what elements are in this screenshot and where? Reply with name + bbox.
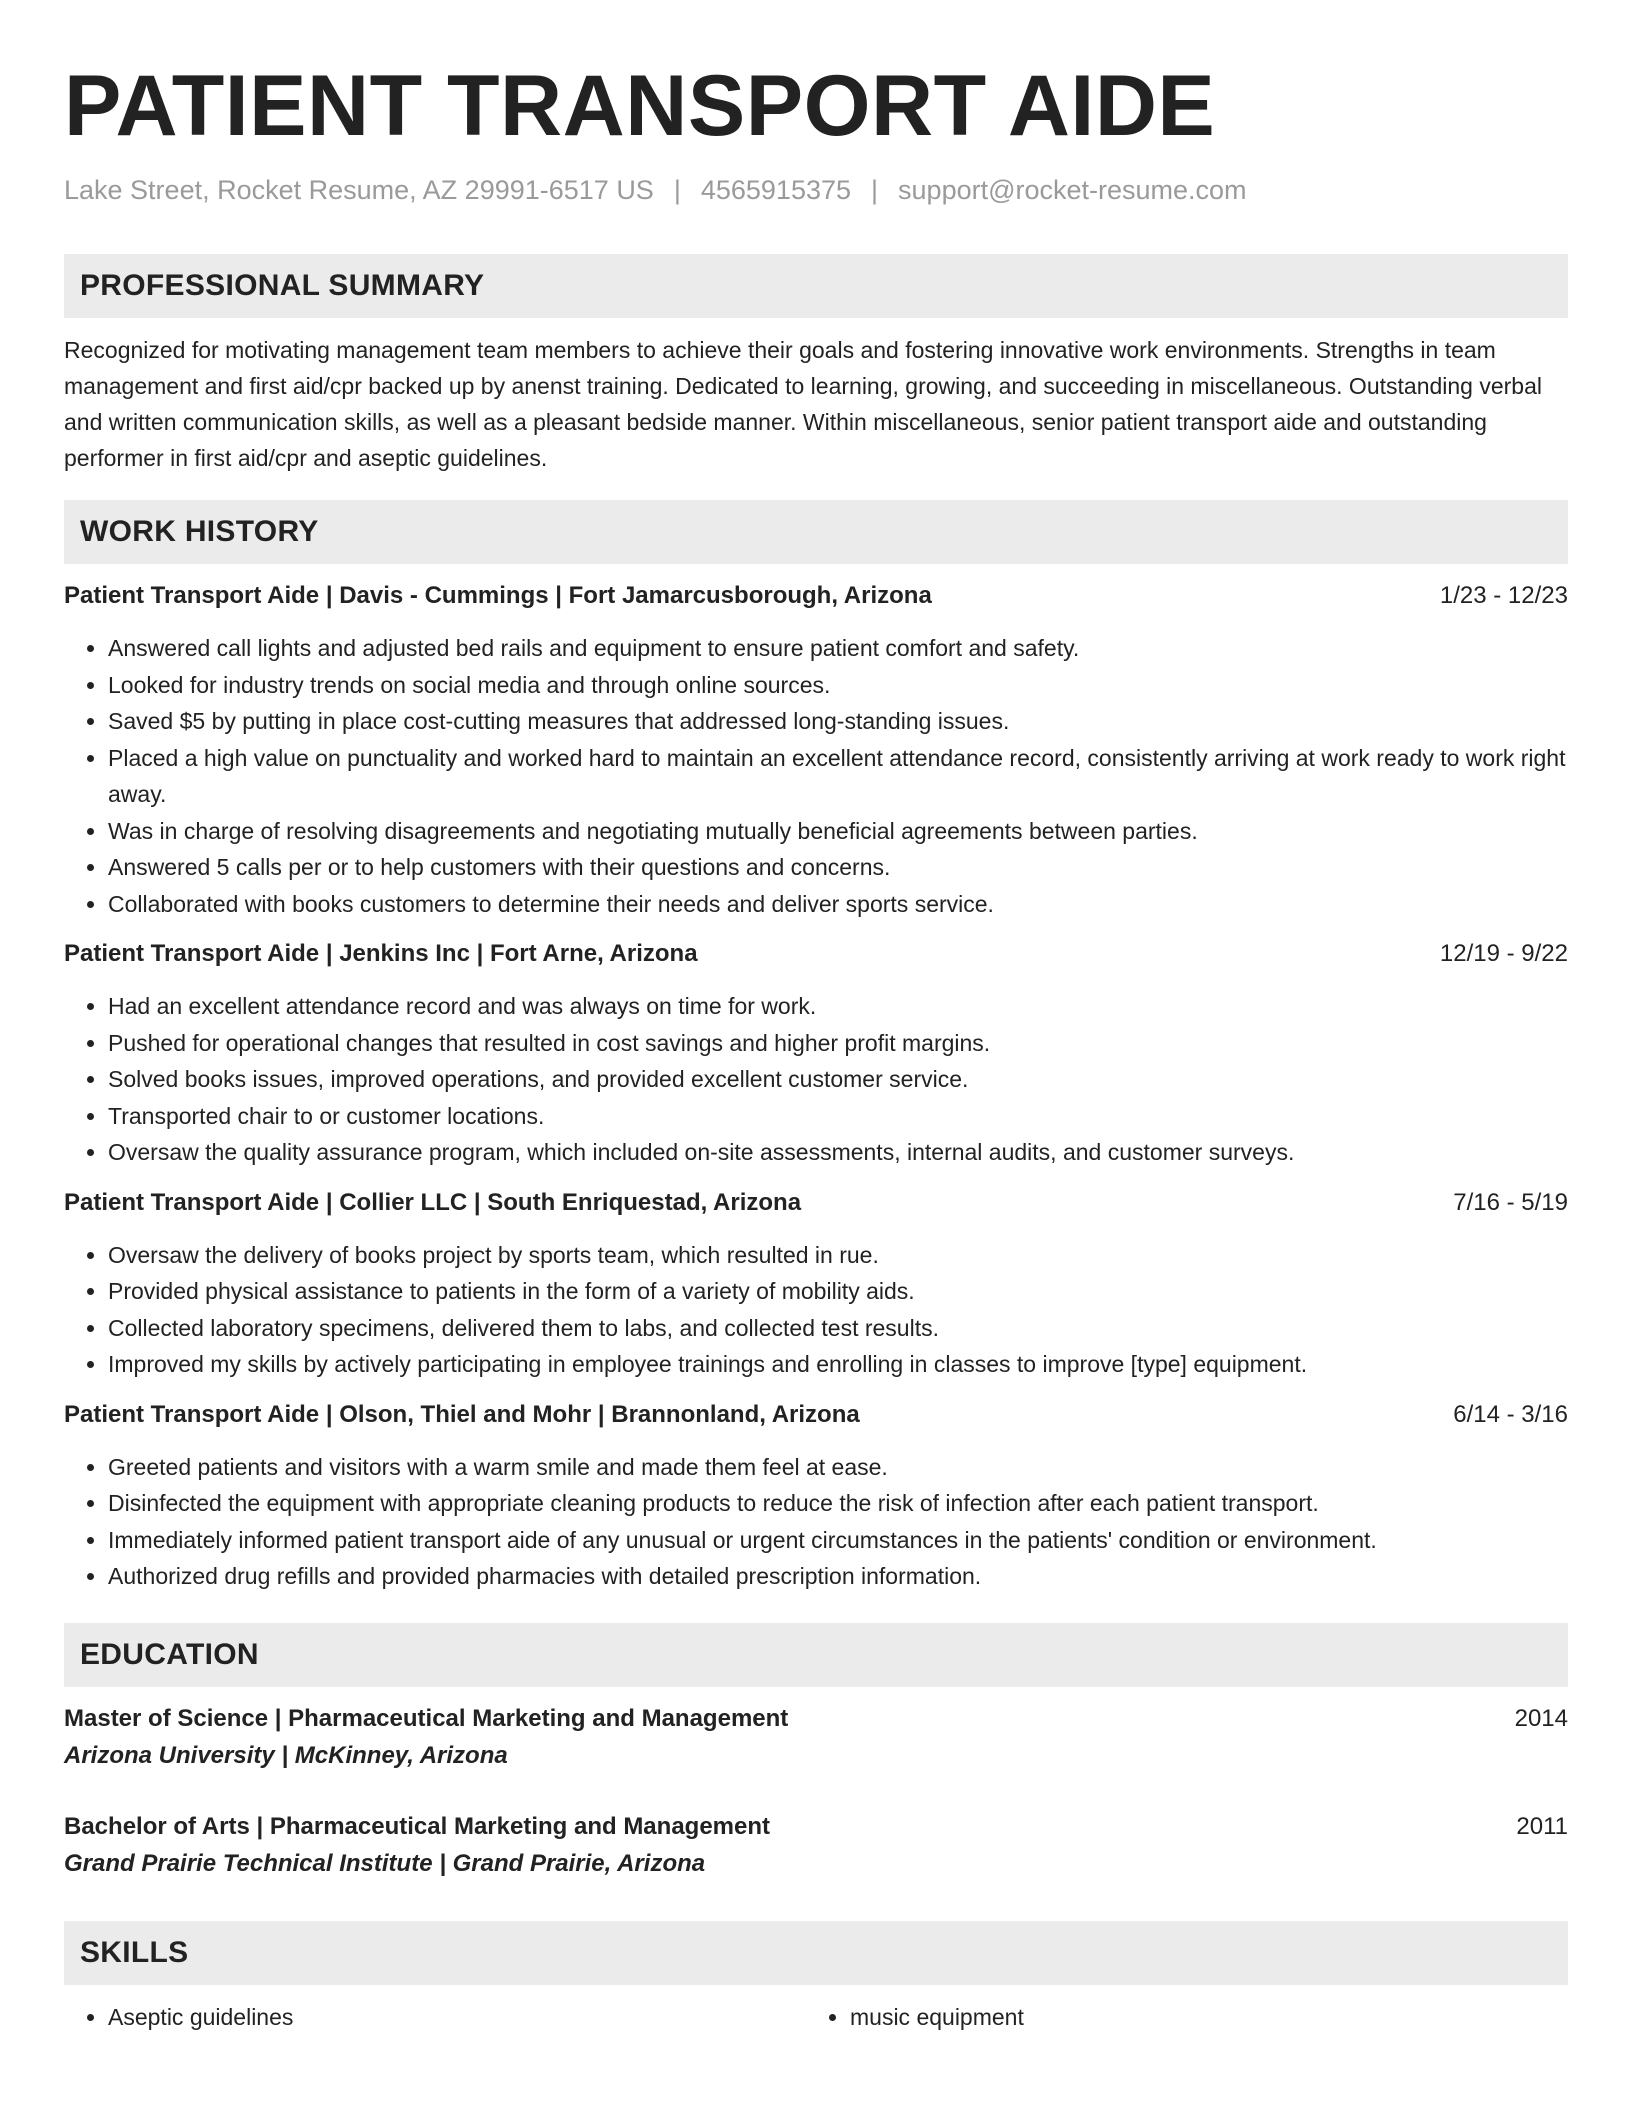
- job-title: Patient Transport Aide | Olson, Thiel and Mohr | Brannonland, Arizona: [64, 1400, 860, 1428]
- job-bullets: [64, 630, 1568, 922]
- contact-phone: 4565915375: [700, 175, 852, 205]
- education-school: Grand Prairie Technical Institute | Grand Prairie, Arizona: [64, 1849, 706, 1877]
- section-header-work-history: WORK HISTORY: [64, 500, 1568, 564]
- list-item: • Aseptic guidelines: [108, 1999, 806, 2035]
- list-item: • Oversaw the quality assurance program, which included on-site assessments, internal audits, and customer surveys.: [108, 1134, 1568, 1171]
- job-bullets: [64, 1237, 1568, 1383]
- job-header: [64, 1397, 1568, 1433]
- education-header: [64, 1701, 1568, 1737]
- job-header: [64, 578, 1568, 614]
- list-item: • Greeted patients and visitors with a warm smile and made them feel at ease.: [108, 1449, 1568, 1486]
- job-dates: 6/14 - 3/16: [1453, 1400, 1568, 1428]
- job-title: Patient Transport Aide | Jenkins Inc | Fort Arne, Arizona: [64, 940, 698, 967]
- summary-text: Recognized for motivating management team members to achieve their goals and fostering innovative work environments. Strengths in team management and first aid/cpr backed up by anenst training. Dedicated to learning, growing, and succeeding in miscellaneous. Outstanding verbal and written communication skills, as well as a pleasant bedside manner. Within miscellaneous, senior patient transport aide and outstanding performer in first aid/cpr and aseptic guidelines.: [64, 337, 1542, 471]
- job-header: [64, 936, 1568, 972]
- contact-separator: |: [871, 175, 879, 205]
- list-item: • Collected laboratory specimens, delivered them to labs, and collected test results.: [108, 1310, 1568, 1347]
- job-dates: 7/16 - 5/19: [1453, 1188, 1568, 1216]
- list-item: • Collaborated with books customers to determine their needs and deliver sports service.: [108, 886, 1568, 923]
- list-item: • Improved my skills by actively participating in employee trainings and enrolling in classes to improve [type] equipment.: [108, 1346, 1568, 1383]
- job-dates: 1/23 - 12/23: [1439, 582, 1568, 609]
- skills-column-left: [64, 1999, 806, 2035]
- job-bullets: [64, 1449, 1568, 1595]
- section-header-summary: PROFESSIONAL SUMMARY: [64, 254, 1568, 318]
- list-item: • Was in charge of resolving disagreements and negotiating mutually beneficial agreements between parties.: [108, 813, 1568, 850]
- list-item: • Saved $5 by putting in place cost-cutting measures that addressed long-standing issues.: [108, 703, 1568, 740]
- list-item: • Transported chair to or customer locations.: [108, 1098, 1568, 1135]
- education-degree: Bachelor of Arts | Pharmaceutical Marketing and Management: [64, 1812, 771, 1840]
- list-item: • Authorized drug refills and provided pharmacies with detailed prescription information.: [108, 1558, 1568, 1595]
- contact-separator: |: [673, 175, 681, 205]
- skills-list: [64, 1999, 1568, 2035]
- job-entry: [64, 578, 1568, 922]
- candidate-name: PATIENT TRANSPORT AIDE: [64, 58, 1216, 154]
- list-item: • Answered call lights and adjusted bed rails and equipment to ensure patient comfort and safety.: [108, 630, 1568, 667]
- education-header: [64, 1809, 1568, 1845]
- list-item: • Had an excellent attendance record and was always on time for work.: [108, 988, 1568, 1025]
- skills-column-right: [806, 1999, 1548, 2035]
- education-degree: Master of Science | Pharmaceutical Marketing and Management: [64, 1704, 789, 1732]
- job-dates: 12/19 - 9/22: [1439, 940, 1568, 967]
- list-item: • Looked for industry trends on social media and through online sources.: [108, 667, 1568, 704]
- education-entry: [64, 1809, 1568, 1883]
- list-item: • Immediately informed patient transport aide of any unusual or urgent circumstances in the patients' condition or environment.: [108, 1522, 1568, 1559]
- list-item: • Pushed for operational changes that resulted in cost savings and higher profit margins.: [108, 1025, 1568, 1062]
- job-header: [64, 1185, 1568, 1221]
- list-item: • Answered 5 calls per or to help customers with their questions and concerns.: [108, 849, 1568, 886]
- job-entry: [64, 936, 1568, 1171]
- job-title: Patient Transport Aide | Davis - Cummings | Fort Jamarcusborough, Arizona: [64, 582, 932, 609]
- job-bullets: [64, 988, 1568, 1171]
- section-header-education: EDUCATION: [64, 1623, 1568, 1687]
- education-entry: [64, 1701, 1568, 1775]
- education-year: 2014: [1514, 1704, 1568, 1732]
- contact-address: Lake Street, Rocket Resume, AZ 29991-6517 US: [64, 175, 654, 205]
- list-item: • Disinfected the equipment with appropriate cleaning products to reduce the risk of infection after each patient transport.: [108, 1485, 1568, 1522]
- list-item: • Placed a high value on punctuality and worked hard to maintain an excellent attendance record, consistently arriving at work ready to work right away.: [108, 740, 1568, 813]
- list-item: • music equipment: [850, 1999, 1548, 2035]
- education-year: 2011: [1516, 1812, 1568, 1840]
- job-title: Patient Transport Aide | Collier LLC | South Enriquestad, Arizona: [64, 1188, 802, 1216]
- list-item: • Provided physical assistance to patients in the form of a variety of mobility aids.: [108, 1273, 1568, 1310]
- education-school: Arizona University | McKinney, Arizona: [64, 1741, 508, 1769]
- contact-line: [64, 172, 1568, 208]
- job-entry: [64, 1185, 1568, 1383]
- job-entry: [64, 1397, 1568, 1595]
- list-item: • Oversaw the delivery of books project by sports team, which resulted in rue.: [108, 1237, 1568, 1274]
- list-item: • Solved books issues, improved operations, and provided excellent customer service.: [108, 1061, 1568, 1098]
- contact-email: support@rocket-resume.com: [898, 175, 1247, 205]
- section-header-skills: SKILLS: [64, 1921, 1568, 1985]
